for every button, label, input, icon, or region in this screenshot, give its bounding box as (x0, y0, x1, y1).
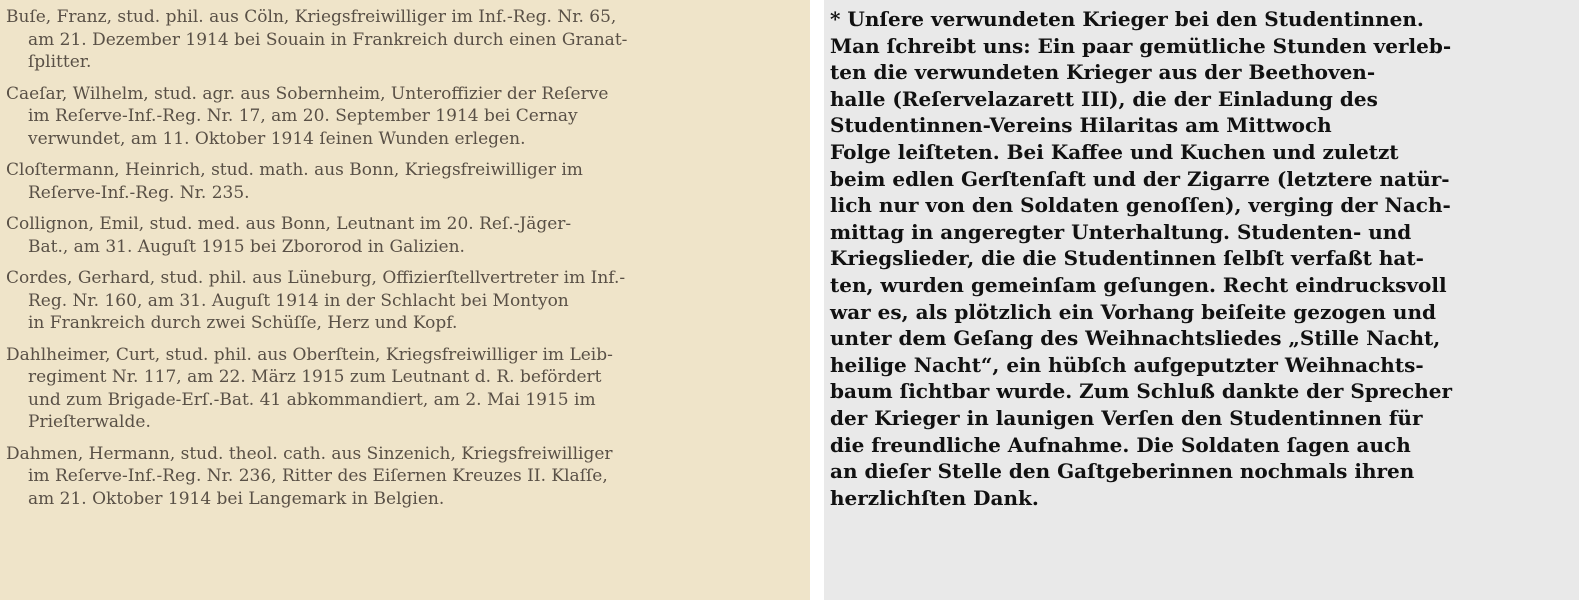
entry-dahmen (6, 443, 800, 511)
article-line: Kriegslieder, die die Studentinnen ſelbſt verfaßt hat- (830, 246, 1424, 271)
entry-caesar (6, 83, 800, 151)
entry-line: regiment Nr. 117, am 22. März 1915 zum Leutnant d. R. befördert (28, 367, 602, 387)
entry-line: am 21. Oktober 1914 bei Langemark in Belgien. (28, 488, 445, 509)
entry-line: im Reſerve-Inf.-Reg. Nr. 17, am 20. September 1914 bei Cernay (28, 106, 578, 126)
entry-line: Dahlheimer, Curt, stud. phil. aus Oberſtein, Kriegsfreiwilliger im Leib- (6, 344, 613, 365)
article-line: unter dem Geſang des Weihnachtsliedes „Stille Nacht, (830, 326, 1441, 351)
page-divider (810, 0, 824, 600)
entry-line: Cordes, Gerhard, stud. phil. aus Lüneburg, Offizierſtellvertreter im Inf.- (6, 268, 626, 288)
entry-line: am 21. Dezember 1914 bei Souain in Frankreich durch einen Granat- (28, 29, 628, 50)
entry-line: Bat., am 31. Auguſt 1915 bei Zbororod in Galizien. (28, 236, 465, 257)
entry-line: im Reſerve-Inf.-Reg. Nr. 236, Ritter des Eiſernen Kreuzes II. Klaſſe, (28, 466, 608, 486)
entry-clostermann (6, 159, 800, 204)
article-line: herzlichſten Dank. (830, 485, 1039, 510)
article-line: baum ſichtbar wurde. Zum Schluß dankte der Sprecher (830, 379, 1453, 404)
article-line: Studentinnen-Vereins Hilaritas am Mittwoch (830, 113, 1332, 138)
entry-line: Cloſtermann, Heinrich, stud. math. aus Bonn, Kriegsfreiwilliger im (6, 160, 583, 180)
article-line: an dieſer Stelle den Gaſtgeberinnen nochmals ihren (830, 459, 1415, 484)
entry-line: und zum Brigade-Erſ.-Bat. 41 abkommandiert, am 2. Mai 1915 im (28, 389, 596, 410)
article-line: Folge leiſteten. Bei Kaffee und Kuchen und zuletzt (830, 139, 1399, 164)
entry-line: Reſerve-Inf.-Reg. Nr. 235. (28, 182, 250, 203)
entry-line: Prieſterwalde. (28, 412, 151, 432)
entry-line: verwundet, am 11. Oktober 1914 ſeinen Wunden erlegen. (28, 128, 526, 149)
article-line: heilige Nacht“, ein hübſch aufgeputzter Weihnachts- (830, 352, 1424, 377)
entry-line: in Frankreich durch zwei Schüſſe, Herz und Kopf. (28, 313, 458, 333)
article-line: Man ſchreibt uns: Ein paar gemütliche Stunden verleb- (830, 33, 1452, 58)
article-line: lich nur von den Soldaten genoſſen), verging der Nach- (830, 193, 1451, 218)
article-line: ten, wurden gemeinſam geſungen. Recht eindrucksvoll (830, 272, 1447, 297)
entry-collignon (6, 213, 800, 258)
article-line: ten die verwundeten Krieger aus der Beethoven- (830, 60, 1376, 85)
entry-dahlheimer (6, 344, 800, 434)
article-line: beim edlen Gerſtenſaft und der Zigarre (letztere natür- (830, 166, 1450, 191)
entry-line: ſplitter. (28, 52, 92, 72)
entry-cordes (6, 267, 800, 335)
newspaper-clipping (824, 0, 1579, 600)
article-headline: * Unſere verwundeten Krieger bei den Studentinnen. (830, 7, 1424, 31)
article-line: halle (Reſervelazarett III), die der Einladung des (830, 86, 1378, 111)
article-line: die freundliche Aufnahme. Die Soldaten ſagen auch (830, 432, 1411, 457)
entry-line: Collignon, Emil, stud. med. aus Bonn, Leutnant im 20. Reſ.-Jäger- (6, 214, 572, 234)
entry-line: Dahmen, Hermann, stud. theol. cath. aus Sinzenich, Kriegsfreiwilliger (6, 443, 613, 464)
entry-line: Caeſar, Wilhelm, stud. agr. aus Sobernheim, Unteroffizier der Reſerve (6, 83, 609, 104)
article-line: war es, als plötzlich ein Vorhang beiſeite gezogen und (830, 299, 1436, 324)
article-line: mittag in angeregter Unterhaltung. Studenten- und (830, 219, 1412, 244)
entry-buse (6, 6, 800, 74)
entry-line: Buſe, Franz, stud. phil. aus Cöln, Kriegsfreiwilliger im Inf.-Reg. Nr. 65, (6, 7, 617, 27)
article-line: der Krieger in launigen Verſen den Studentinnen für (830, 405, 1423, 430)
entry-line: Reg. Nr. 160, am 31. Auguſt 1914 in der Schlacht bei Montyon (28, 290, 569, 311)
